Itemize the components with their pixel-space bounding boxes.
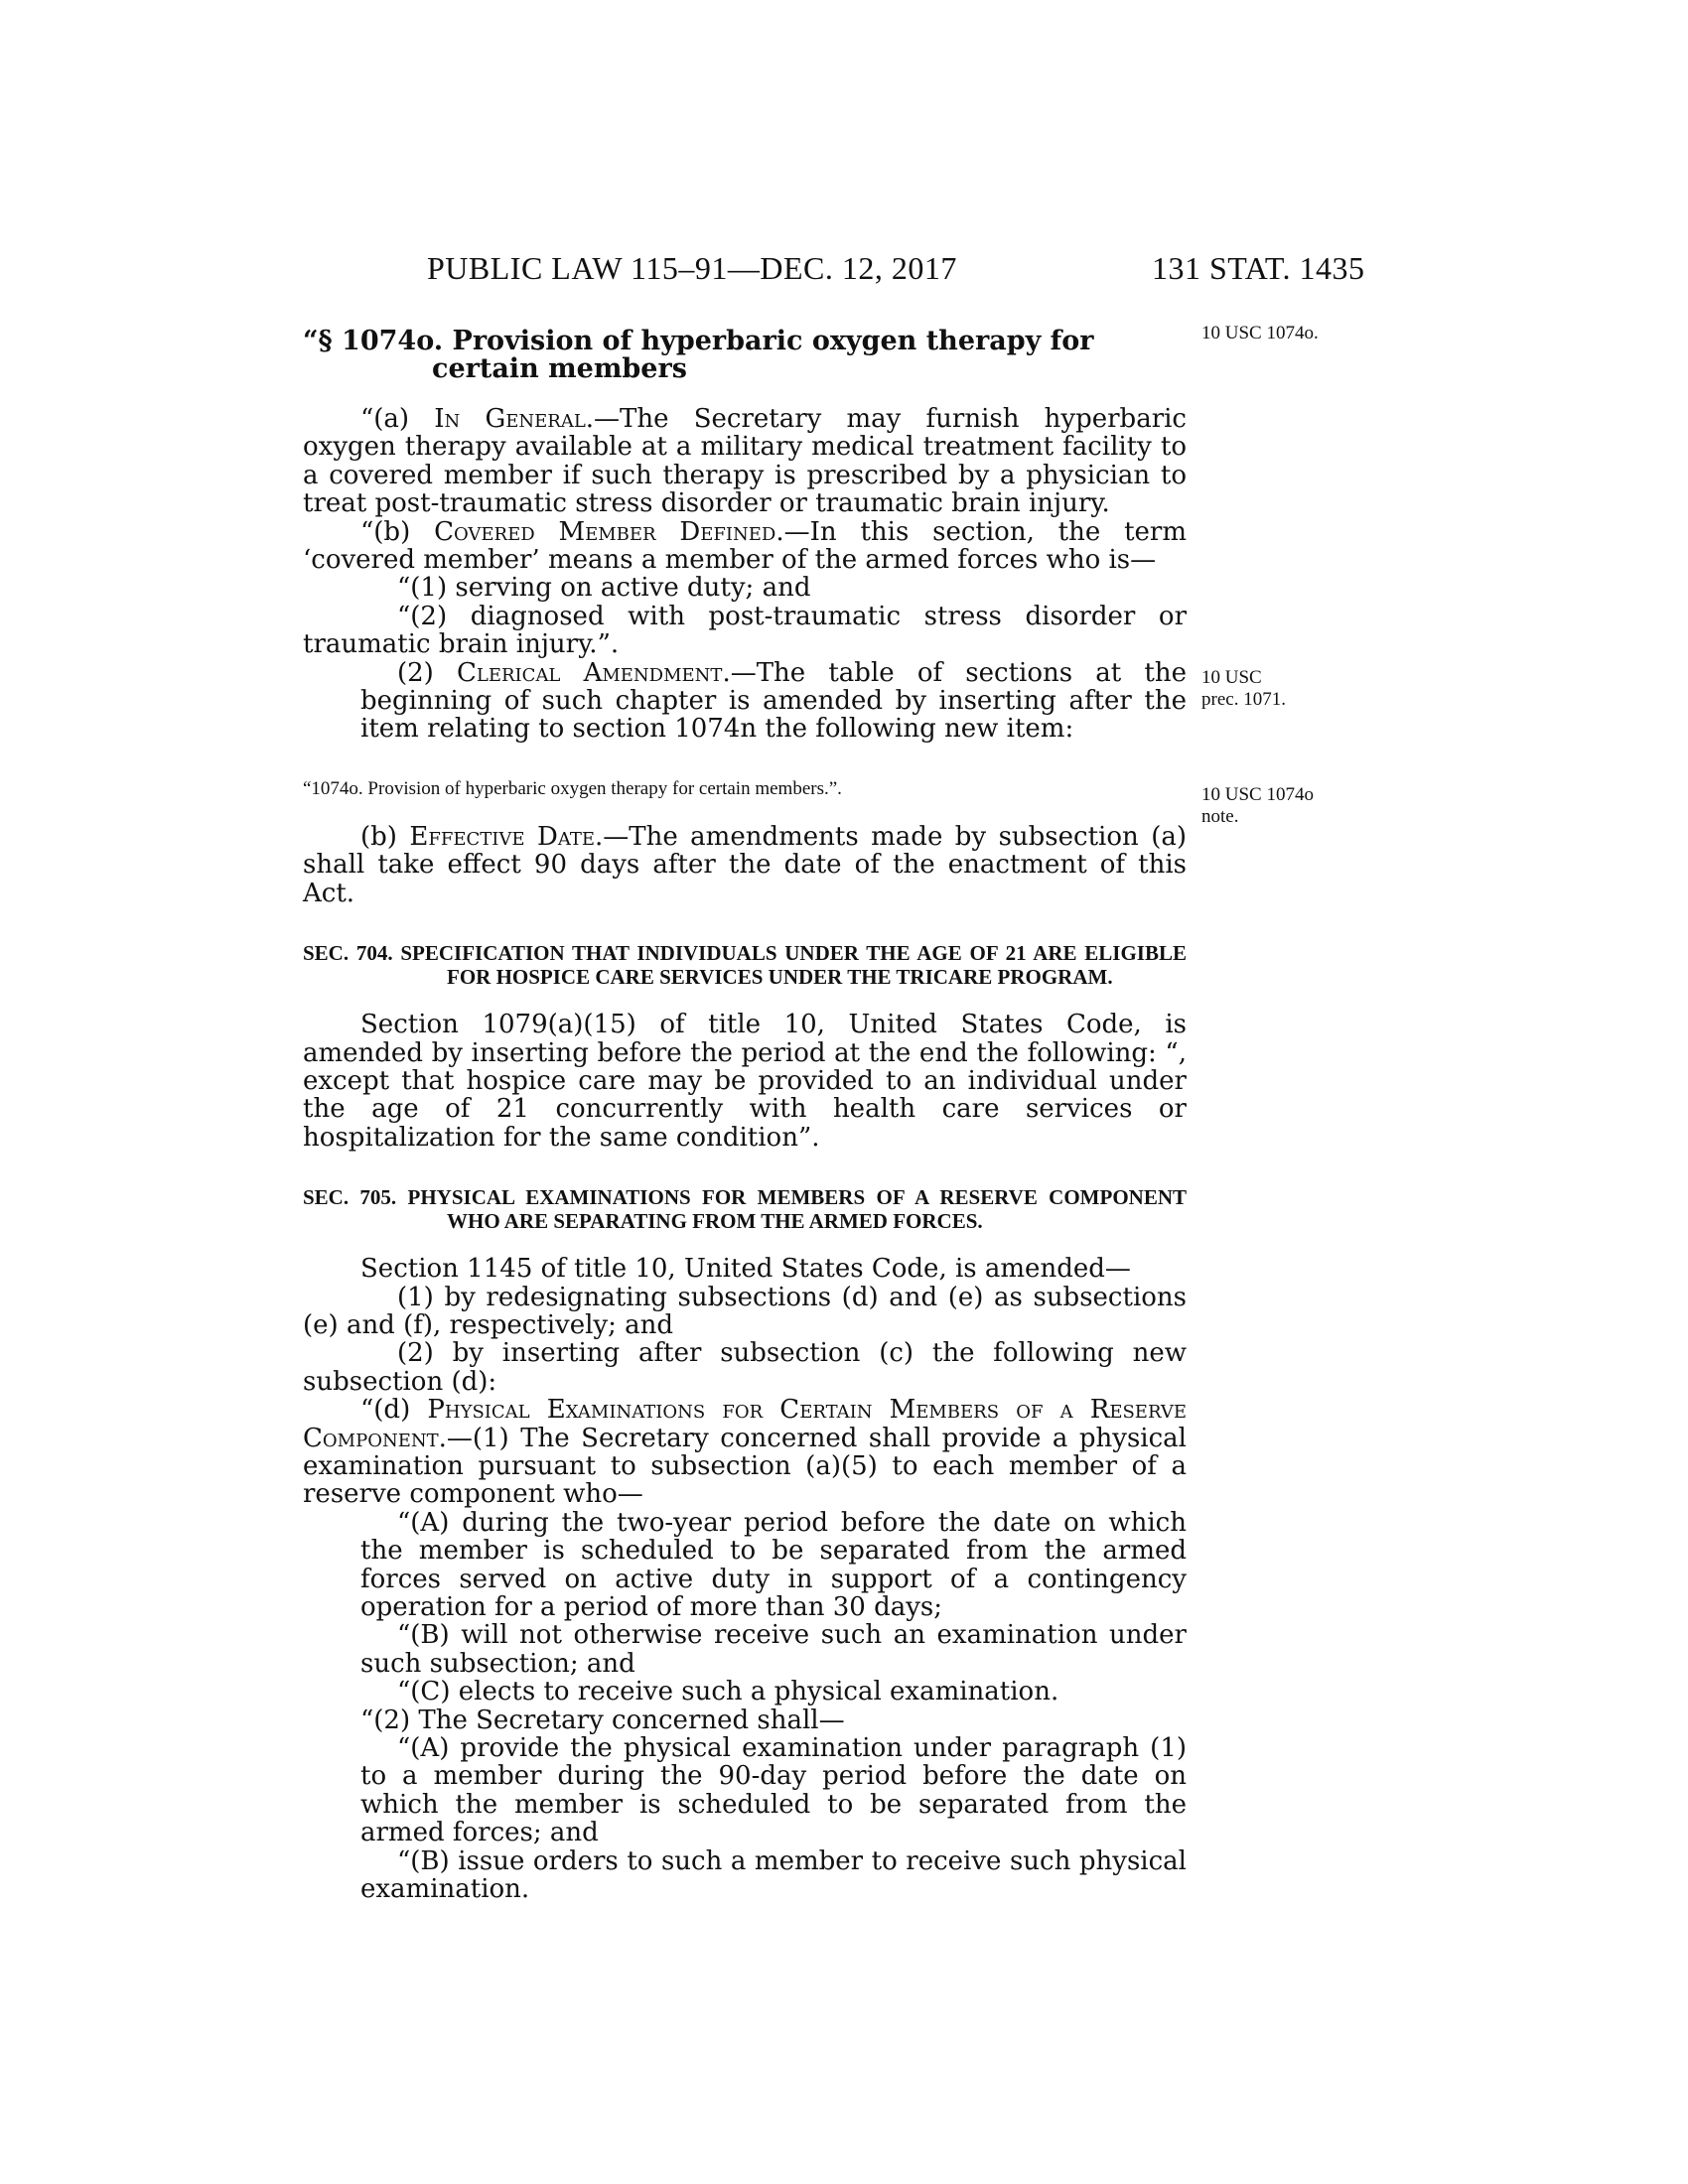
subsection-a-caption: In General bbox=[434, 404, 586, 434]
margin-note-1: 10 USC 1074o. bbox=[1201, 323, 1319, 343]
sec-705-heading: SEC. 705. PHYSICAL EXAMINATIONS FOR MEMBERS OF A RESERVE COMPONENT WHO ARE SEPARATING FROM THE ARMED FORCES. bbox=[303, 1185, 1187, 1234]
subsection-a-text: .—The Secretary may furnish hyperbaric oxygen therapy available at a military medical treatment facility to a covered member if such therapy is prescribed by a physician to treat post-traumatic stress disorder or traumatic brain injury. bbox=[303, 404, 1187, 519]
margin-note-2-line2: prec. 1071. bbox=[1201, 689, 1286, 710]
subsection-d-label: “(d) bbox=[360, 1395, 428, 1426]
subsection-b-caption: Covered Member Defined bbox=[434, 516, 776, 547]
running-header-title: PUBLIC LAW 115–91—DEC. 12, 2017 bbox=[427, 250, 957, 286]
clerical-amendment-caption: Clerical Amendment bbox=[457, 657, 723, 688]
subsection-d bbox=[303, 1396, 1187, 1509]
clerical-amendment-text: .—The table of sections at the beginning of such chapter is amended by inserting after the item relating to section 1074n the following new item: bbox=[360, 657, 1187, 745]
subparagraph-d1A: “(A) during the two-year period before the date on which the member is scheduled to be separated from the armed forces served on active duty in support of a contingency operation for a period of more than 30 days; bbox=[360, 1507, 1187, 1622]
subsection-d-text: .—(1) The Secretary concerned shall provide a physical examination pursuant to subsection (a)(5) to each member of a reserve component who— bbox=[303, 1423, 1187, 1510]
effective-date bbox=[303, 823, 1187, 907]
subparagraph-d2B: “(B) issue orders to such a member to receive such physical examination. bbox=[360, 1845, 1187, 1905]
margin-note-2-line1: 10 USC bbox=[1201, 667, 1262, 688]
subparagraph-d2A: “(A) provide the physical examination under paragraph (1) to a member during the 90-day period before the date on which the member is scheduled to be separated from the armed forces; and bbox=[360, 1733, 1187, 1848]
margin-note-3-line1: 10 USC 1074o bbox=[1201, 784, 1314, 805]
clerical-amendment bbox=[303, 659, 1187, 744]
clerical-amendment-label: (2) bbox=[397, 657, 458, 688]
subparagraph-d1C: “(C) elects to receive such a physical examination. bbox=[397, 1677, 1059, 1707]
section-1074o-heading: “§ 1074o. Provision of hyperbaric oxygen therapy for certain members bbox=[303, 326, 1094, 384]
subparagraph-d1B: “(B) will not otherwise receive such an examination under such subsection; and bbox=[360, 1620, 1187, 1679]
effective-date-caption: Effective Date bbox=[409, 821, 595, 852]
running-header-stat: 131 STAT. 1435 bbox=[1152, 250, 1365, 286]
paragraph-b2: “(2) diagnosed with post-traumatic stress disorder or traumatic brain injury.”. bbox=[303, 601, 1187, 660]
margin-note-2 bbox=[1201, 667, 1286, 711]
effective-date-label: (b) bbox=[360, 821, 410, 852]
sec-704-text: Section 1079(a)(15) of title 10, United States Code, is amended by inserting before the period at the end the following: “, except that hospice care may be provided to an individual under the age of 21 concurrently with health care services or hospitalization for the same condition”. bbox=[303, 1010, 1187, 1153]
sec-704-heading: SEC. 704. SPECIFICATION THAT INDIVIDUALS UNDER THE AGE OF 21 ARE ELIGIBLE FOR HOSPICE CARE SERVICES UNDER THE TRICARE PROGRAM. bbox=[303, 941, 1187, 990]
subsection-a-label: “(a) bbox=[360, 404, 435, 434]
subsection-b-label: “(b) bbox=[360, 516, 435, 547]
new-table-item: “1074o. Provision of hyperbaric oxygen therapy for certain members.”. bbox=[303, 777, 842, 799]
margin-note-3-line2: note. bbox=[1201, 806, 1239, 827]
subsection-b-text: .—In this section, the term ‘covered member’ means a member of the armed forces who is— bbox=[303, 516, 1187, 576]
subsection-a bbox=[303, 405, 1187, 518]
effective-date-text: .—The amendments made by subsection (a) shall take effect 90 days after the date of the enactment of this Act. bbox=[303, 821, 1187, 908]
paragraph-b1: “(1) serving on active duty; and bbox=[397, 573, 811, 604]
subsection-b bbox=[303, 518, 1187, 575]
sec-705-paragraph-2: (2) by inserting after subsection (c) the following new subsection (d): bbox=[303, 1338, 1187, 1397]
subsection-d-caption: Physical Examinations for Certain Members of a Reserve Component bbox=[303, 1395, 1187, 1453]
paragraph-d2: “(2) The Secretary concerned shall— bbox=[360, 1705, 845, 1735]
document-body bbox=[303, 328, 1187, 1903]
margin-note-3 bbox=[1201, 784, 1314, 828]
sec-705-paragraph-1: (1) by redesignating subsections (d) and (e) as subsections (e) and (f), respectively; and bbox=[303, 1282, 1187, 1340]
sec-705-intro: Section 1145 of title 10, United States Code, is amended— bbox=[360, 1254, 1131, 1285]
